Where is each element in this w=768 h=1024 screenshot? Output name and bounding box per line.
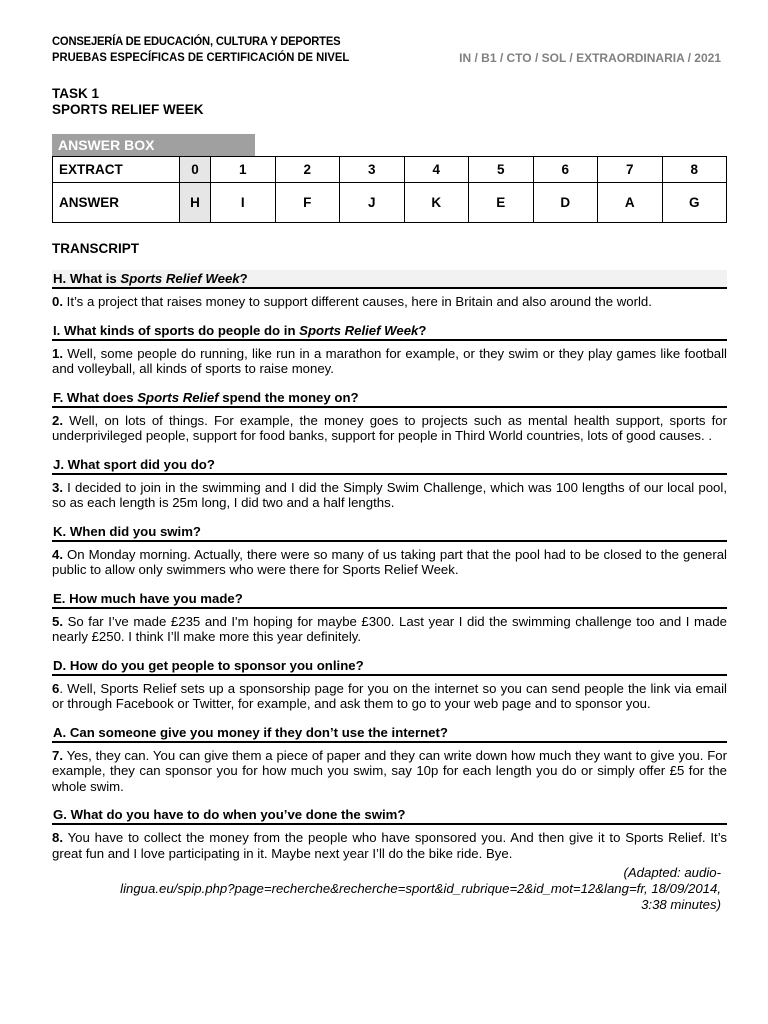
question-heading (52, 270, 727, 289)
extract-cell: 7 (598, 157, 663, 183)
answer-label: ANSWER (53, 183, 180, 223)
question-heading (52, 724, 727, 743)
transcript-item (52, 724, 727, 795)
answer-cell: I (211, 183, 276, 223)
transcript-item (52, 456, 727, 511)
extract-label: EXTRACT (53, 157, 180, 183)
answer-paragraph (52, 547, 727, 578)
answer-number: 5. (52, 613, 63, 629)
question-heading (52, 322, 727, 341)
answer-number: 0. (52, 294, 63, 309)
source-line: lingua.eu/spip.php?page=recherche&recherche=sport&id_rubrique=2&id_mot=12&lang=fr, 18/09/2014, (120, 881, 721, 896)
extract-cell: 6 (533, 157, 598, 183)
answer-paragraph (52, 294, 727, 310)
answer-paragraph (52, 614, 727, 645)
answer-cell: E (469, 183, 534, 223)
question-text: F. What does (53, 389, 138, 405)
answer-text: So far I’ve made £235 and I'm hoping for maybe £300. Last year I did the swimming challenge too and I made nearly £250. I think I’ll make more this year definitely. (52, 613, 727, 644)
transcript-item (52, 523, 727, 578)
question-heading (52, 657, 727, 676)
answer-paragraph (52, 413, 727, 444)
answer-table (52, 156, 727, 223)
question-text: G. What do you have to do when you’ve done the swim? (53, 807, 406, 822)
answer-text: Well, some people do running, like run in a marathon for example, or they swim or they play games like football and volleyball, all kinds of sports to raise money. (52, 345, 727, 376)
question-heading (52, 806, 727, 825)
answer-text: On Monday morning. Actually, there were so many of us taking part that the pool had to be closed to the general public to allow only swimmers who were there for Sports Relief Week. (52, 546, 727, 577)
question-heading (52, 590, 727, 609)
question-text-end: spend the money on? (218, 389, 359, 405)
header-exam-code: IN / B1 / CTO / SOL / EXTRAORDINARIA / 2021 (459, 51, 721, 65)
question-emphasis: Sports Relief Week (120, 271, 240, 286)
question-heading (52, 456, 727, 475)
transcript-item (52, 590, 727, 645)
question-heading (52, 523, 727, 542)
answer-number: 2. (52, 412, 63, 428)
answer-row (53, 183, 727, 223)
extract-row (53, 157, 727, 183)
question-text: H. What is (53, 271, 121, 286)
answer-number: 6 (52, 680, 60, 696)
question-emphasis: Sports Relief (137, 389, 219, 405)
transcript-title: TRANSCRIPT (52, 241, 139, 256)
answer-cell: F (275, 183, 340, 223)
transcript-item (52, 270, 727, 310)
extract-cell: 0 (180, 157, 211, 183)
answer-text: I decided to join in the swimming and I did the Simply Swim Challenge, which was 100 lengths of our local pool, so as each length is 25m long, I did two and a half lengths. (52, 479, 727, 510)
extract-cell: 2 (275, 157, 340, 183)
task-number: TASK 1 (52, 86, 100, 101)
transcript-item (52, 806, 727, 861)
question-heading (52, 389, 727, 408)
question-emphasis: Sports Relief Week (299, 322, 419, 338)
extract-cell: 3 (340, 157, 405, 183)
document-header (52, 34, 727, 68)
answer-cell: D (533, 183, 598, 223)
answer-cell: G (662, 183, 727, 223)
answer-cell: H (180, 183, 211, 223)
question-text: J. What sport did you do? (53, 456, 215, 472)
answer-paragraph (52, 748, 727, 795)
task-title: SPORTS RELIEF WEEK (52, 102, 204, 117)
answer-number: 8. (52, 830, 63, 845)
task-heading (52, 86, 727, 118)
extract-cell: 5 (469, 157, 534, 183)
answer-box-title: ANSWER BOX (52, 134, 255, 156)
answer-text: Well, on lots of things. For example, the money goes to projects such as mental health support, sports for underprivileged people, support for food banks, support for people in Third World countries, lots of good causes. . (52, 412, 727, 443)
question-text: I. What kinds of sports do people do in (53, 322, 300, 338)
answer-paragraph (52, 346, 727, 377)
answer-number: 3. (52, 479, 63, 495)
answer-paragraph (52, 681, 727, 712)
source-citation (52, 865, 727, 913)
header-exam-name: PRUEBAS ESPECÍFICAS DE CERTIFICACIÓN DE NIVEL (52, 50, 350, 64)
question-text: A. Can someone give you money if they don’t use the internet? (53, 724, 448, 740)
extract-cell: 1 (211, 157, 276, 183)
answer-text: Yes, they can. You can give them a piece of paper and they can write down how much they want to give you. For example, they can sponsor you for how much you swim, say 10p for each length you do or simply offer £5 for the whole swim. (52, 747, 727, 794)
answer-cell: J (340, 183, 405, 223)
answer-text: . Well, Sports Relief sets up a sponsorship page for you on the internet so you can send people the link via email or through Facebook or Twitter, for example, and ask them to go to your web page and to sponsor you. (52, 680, 727, 711)
answer-number: 7. (52, 747, 63, 763)
transcript-item (52, 322, 727, 377)
extract-cell: 8 (662, 157, 727, 183)
extract-cell: 4 (404, 157, 469, 183)
source-line: (Adapted: audio- (623, 865, 721, 880)
question-text: E. How much have you made? (53, 590, 243, 606)
transcript-list (52, 270, 727, 861)
transcript-item (52, 657, 727, 712)
transcript-item (52, 389, 727, 444)
question-text: D. How do you get people to sponsor you online? (53, 657, 364, 673)
question-text: K. When did you swim? (53, 523, 201, 539)
question-text-end: ? (239, 271, 248, 286)
answer-paragraph (52, 480, 727, 511)
document-page (52, 34, 727, 913)
question-text-end: ? (418, 322, 427, 338)
header-institution: CONSEJERÍA DE EDUCACIÓN, CULTURA Y DEPORTES (52, 34, 341, 48)
answer-number: 4. (52, 546, 63, 562)
answer-paragraph (52, 830, 727, 861)
answer-cell: A (598, 183, 663, 223)
source-line: 3:38 minutes) (641, 897, 721, 912)
answer-cell: K (404, 183, 469, 223)
answer-number: 1. (52, 345, 63, 361)
answer-text: It’s a project that raises money to support different causes, here in Britain and also around the world. (63, 294, 652, 309)
answer-text: You have to collect the money from the people who have sponsored you. And then give it to Sports Relief. It’s great fun and I love participating in it. Maybe next year I’ll do the bike ride. Bye. (52, 830, 727, 861)
